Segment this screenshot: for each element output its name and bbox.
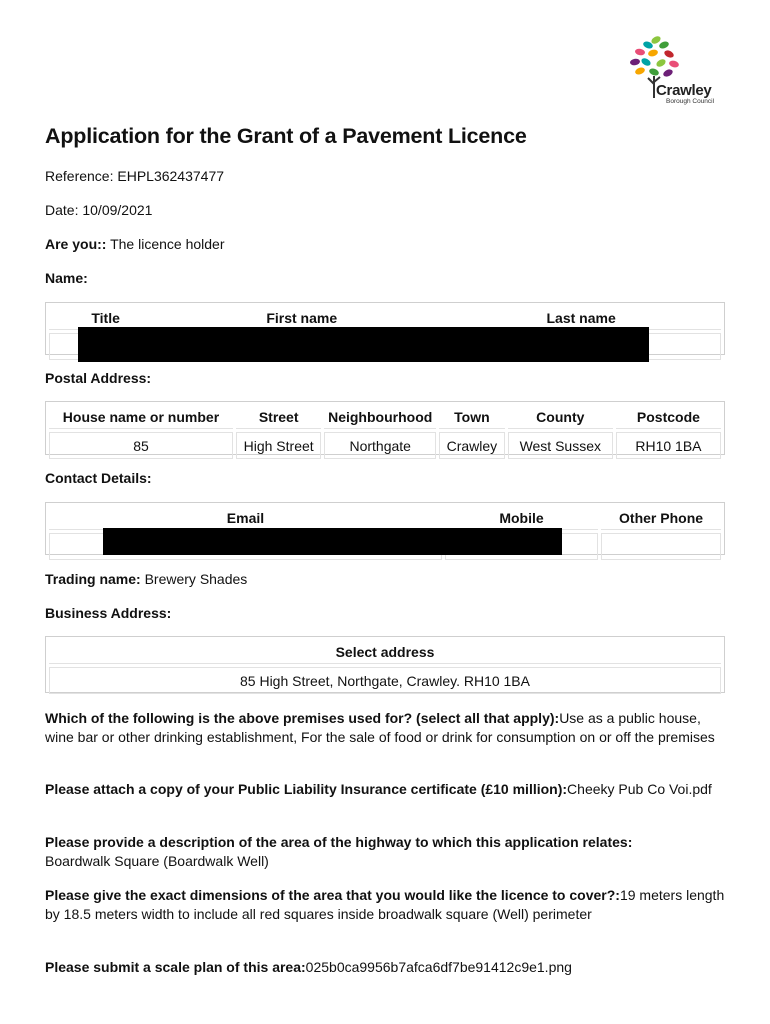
business-header-select-address: Select address <box>49 640 721 664</box>
insurance-label: Please attach a copy of your Public Liability Insurance certificate (£10 million): <box>45 781 568 797</box>
description-label: Please provide a description of the area of the highway to which this application relates: <box>45 834 633 850</box>
postal-cell-town: Crawley <box>439 432 505 459</box>
dimensions-value: 19 meters length by 18.5 meters width to include all red squares inside broadwalk square (Well) perimeter <box>45 887 725 922</box>
trading-name-value: Brewery Shades <box>144 571 248 587</box>
logo-subtitle: Borough Council <box>666 98 715 105</box>
plan-value: 025b0ca9956b7afca6df7be91412c9e1.png <box>305 959 572 975</box>
reference-line <box>45 168 224 184</box>
business-address-table <box>45 636 725 693</box>
postal-section-label: Postal Address: <box>45 370 152 386</box>
postal-header-town: Town <box>439 405 505 429</box>
contact-header-email: Email <box>49 506 442 530</box>
question-premises <box>45 709 725 747</box>
postal-header-postcode: Postcode <box>616 405 721 429</box>
are-you-value: The licence holder <box>110 236 225 252</box>
postal-cell-county: West Sussex <box>508 432 613 459</box>
are-you-label: Are you:: <box>45 236 107 252</box>
reference-value: EHPL362437477 <box>117 168 225 184</box>
name-redaction <box>78 327 649 362</box>
postal-cell-house: 85 <box>49 432 233 459</box>
name-section-label: Name: <box>45 270 88 286</box>
business-cell-address: 85 High Street, Northgate, Crawley. RH10 1BA <box>49 667 721 694</box>
premises-label: Which of the following is the above premises used for? (select all that apply): <box>45 710 560 726</box>
insurance-value: Cheeky Pub Co Voi.pdf <box>567 781 712 797</box>
logo-name: Crawley <box>656 82 712 99</box>
name-header-last-name: Last name <box>441 306 721 330</box>
postal-header-neighbourhood: Neighbourhood <box>324 405 436 429</box>
dimensions-label: Please give the exact dimensions of the area that you would like the licence to cover?: <box>45 887 620 903</box>
contact-header-other-phone: Other Phone <box>601 506 721 530</box>
reference-label: Reference: <box>45 168 114 184</box>
question-description <box>45 833 725 871</box>
question-dimensions <box>45 886 725 924</box>
trading-name-line <box>45 571 247 587</box>
plan-label: Please submit a scale plan of this area: <box>45 959 306 975</box>
postal-header-house: House name or number <box>49 405 233 429</box>
crawley-logo <box>626 32 726 108</box>
description-value: Boardwalk Square (Boardwalk Well) <box>45 853 269 869</box>
date-line <box>45 202 152 218</box>
name-header-title: Title <box>49 306 162 330</box>
date-value: 10/09/2021 <box>82 202 153 218</box>
contact-section-label: Contact Details: <box>45 470 152 486</box>
premises-value: Use as a public house, wine bar or other drinking establishment, For the sale of food or drink for consumption on or off the premises <box>45 710 715 745</box>
date-label: Date: <box>45 202 79 218</box>
contact-cell-other-phone <box>601 533 721 560</box>
postal-address-table <box>45 401 725 455</box>
postal-cell-postcode: RH10 1BA <box>616 432 721 459</box>
question-insurance <box>45 780 725 799</box>
are-you-line <box>45 236 225 252</box>
page-title: Application for the Grant of a Pavement Licence <box>45 124 527 148</box>
postal-header-county: County <box>508 405 613 429</box>
postal-cell-street: High Street <box>236 432 321 459</box>
trading-name-label: Trading name: <box>45 571 141 587</box>
question-plan <box>45 958 725 977</box>
contact-redaction <box>103 528 562 555</box>
postal-cell-neighbourhood: Northgate <box>324 432 436 459</box>
business-section-label: Business Address: <box>45 605 172 621</box>
contact-header-mobile: Mobile <box>445 506 598 530</box>
name-header-first-name: First name <box>165 306 438 330</box>
postal-header-street: Street <box>236 405 321 429</box>
